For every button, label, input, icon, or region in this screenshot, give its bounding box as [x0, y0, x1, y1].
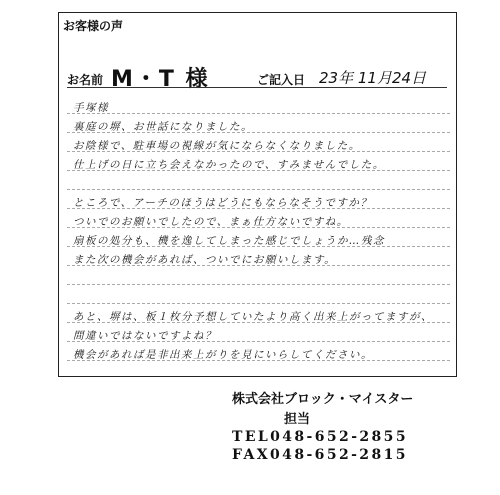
- ruled-line: [67, 113, 450, 114]
- name-underline: [67, 87, 447, 88]
- message-line: 機会があれば是非出来上がりを見にいらしてください。: [73, 349, 373, 361]
- date-label: ご記入日: [257, 73, 306, 87]
- message-line: お陰様で、駐車場の視線が気にならなくなりました。: [73, 140, 361, 152]
- message-line: 間違いではないですよね？: [73, 330, 217, 342]
- ruled-line: [67, 303, 450, 304]
- message-line: ついでのお願いでしたので、まぁ仕方ないですね。: [73, 216, 349, 228]
- message-line: 裏庭の塀、お世話になりました。: [73, 121, 253, 133]
- message-line: ところで、アーチのほうはどうにもならなそうですか？: [73, 197, 373, 209]
- contact-person-label: 担当: [284, 412, 311, 427]
- section-label: お客様の声: [63, 19, 124, 33]
- message-line: また次の機会があれば、ついでにお願いします。: [73, 254, 337, 266]
- customer-name: M・T 様: [111, 67, 210, 92]
- message-line: 扇板の処分も、機を逸してしまった感じでしょうか…残念: [73, 235, 385, 247]
- ruled-line: [67, 284, 450, 285]
- company-name: 株式会社ブロック・マイスター: [232, 392, 414, 407]
- fax-number: FAX048-652-2815: [232, 447, 408, 463]
- tel-number: TEL048-652-2855: [232, 429, 408, 445]
- company-footer: [232, 388, 472, 463]
- message-line: 手塚様: [73, 102, 109, 114]
- message-line: あと、塀は、板１枚分予想していたより高く出来上がってますが、: [73, 311, 433, 323]
- message-line: 仕上げの日に立ち会えなかったので、すみませんでした。: [73, 159, 385, 171]
- name-row: [67, 65, 447, 91]
- name-label: お名前: [67, 73, 104, 87]
- ruled-line: [67, 189, 450, 190]
- entry-date: 23年 11月24日: [319, 69, 427, 87]
- customer-voice-card: [58, 12, 457, 377]
